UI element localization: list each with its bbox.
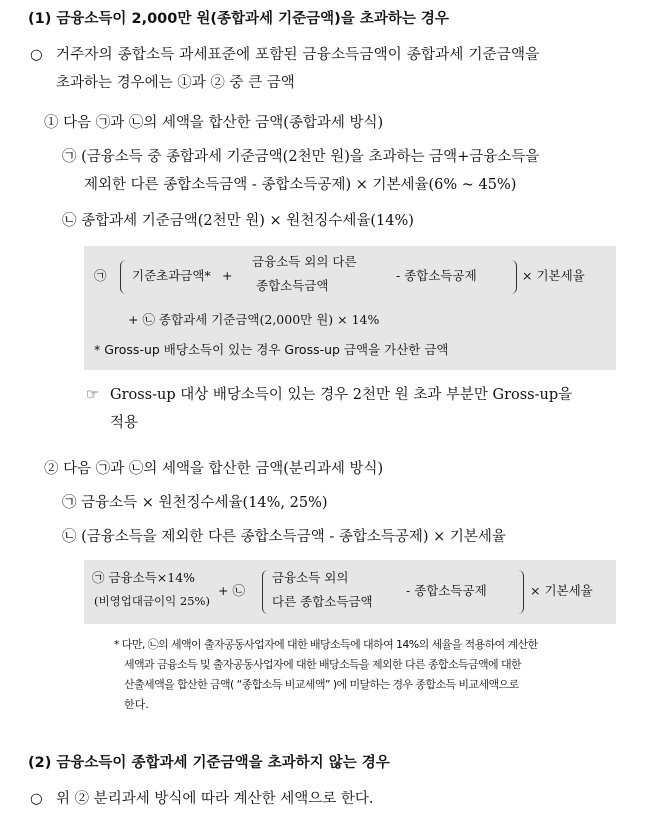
- formula2-other-income-line2: 다른 종합소득금액: [272, 594, 373, 609]
- formula-times-rate: × 기본세율: [522, 268, 585, 283]
- method1-formula-box: [84, 246, 616, 370]
- formula-plus: +: [222, 268, 233, 283]
- method1-item-a-line1: ㉠ (금융소득 중 종합과세 기준금액(2천만 원)을 초과하는 금액+금융소득을: [62, 149, 540, 165]
- right-brace: [516, 570, 524, 614]
- method1-item-a-line2: 제외한 다른 종합소득금액 - 종합소득공제) × 기본세율(6% ~ 45%): [84, 177, 517, 193]
- method2-title: ② 다음 ㉠과 ㉡의 세액을 합산한 금액(분리과세 방식): [44, 461, 384, 477]
- tip-line-2: 적용: [110, 415, 139, 431]
- formula2-other-income-line1: 금융소득 외의: [272, 570, 349, 585]
- right-brace: [508, 260, 517, 294]
- left-brace: [120, 260, 129, 294]
- method1-item-b: ㉡ 종합과세 기준금액(2천만 원) × 원천징수세율(14%): [62, 213, 414, 229]
- bullet-marker: ○: [30, 47, 43, 63]
- formula2-plus-b: + ㉡: [218, 583, 245, 598]
- footnote-line-1: * 다만, ㉡의 세액이 출자공동사업자에 대한 배당소득에 대하여 14%의 세율을 적용하여 계산한: [114, 638, 538, 651]
- section2-heading: (2) 금융소득이 종합과세 기준금액을 초과하지 않는 경우: [28, 755, 390, 771]
- method2-item-a: ㉠ 금융소득 × 원천징수세율(14%, 25%): [62, 495, 328, 511]
- intro-line-1: 거주자의 종합소득 과세표준에 포함된 금융소득금액이 종합과세 기준금액을: [56, 47, 540, 63]
- method2-item-b: ㉡ (금융소득을 제외한 다른 종합소득금액 - 종합소득공제) × 기본세율: [62, 529, 506, 545]
- formula-line2: + ㉡ 종합과세 기준금액(2,000만 원) × 14%: [128, 312, 380, 327]
- left-brace: [262, 570, 270, 614]
- section1-heading: (1) 금융소득이 2,000만 원(종합과세 기준금액)을 초과하는 경우: [28, 11, 449, 27]
- formula2-nonbusiness-rate: (비영업대금이익 25%): [94, 594, 210, 608]
- tip-line-1: Gross-up 대상 배당소득이 있는 경우 2천만 원 초과 부분만 Gross-up을: [110, 387, 573, 403]
- method1-title: ① 다음 ㉠과 ㉡의 세액을 합산한 금액(종합과세 방식): [44, 115, 384, 131]
- method2-formula-box: [84, 560, 616, 624]
- intro-line-2: 초과하는 경우에는 ①과 ② 중 큰 금액: [56, 75, 295, 91]
- pointing-hand-icon: ☞: [86, 387, 99, 403]
- formula-other-income-line2: 종합소득금액: [256, 278, 329, 293]
- formula2-minus-deduction: - 종합소득공제: [406, 583, 487, 598]
- formula-other-income-line1: 금융소득 외의 다른: [252, 254, 357, 269]
- formula-minus-deduction: - 종합소득공제: [396, 268, 477, 283]
- footnote-line-3: 산출세액을 합산한 금액( “종합소득 비교세액” )에 미달하는 경우 종합소득 비교세액으로: [124, 678, 519, 691]
- footnote-line-4: 한다.: [124, 698, 149, 711]
- formula-note: * Gross-up 배당소득이 있는 경우 Gross-up 금액을 가산한 금액: [94, 342, 449, 357]
- section2-text: 위 ② 분리과세 방식에 따라 계산한 세액으로 한다.: [56, 791, 374, 807]
- formula-circle-a: ㉠: [94, 268, 107, 283]
- formula2-times-rate: × 기본세율: [530, 583, 593, 598]
- formula-term-excess: 기준초과금액*: [132, 268, 211, 283]
- bullet-marker: ○: [30, 791, 43, 807]
- formula2-financial-income: ㉠ 금융소득×14%: [92, 570, 196, 585]
- footnote-line-2: 세액과 금융소득 및 출자공동사업자에 대한 배당소득을 제외한 다른 종합소득금액에 대한: [124, 658, 522, 671]
